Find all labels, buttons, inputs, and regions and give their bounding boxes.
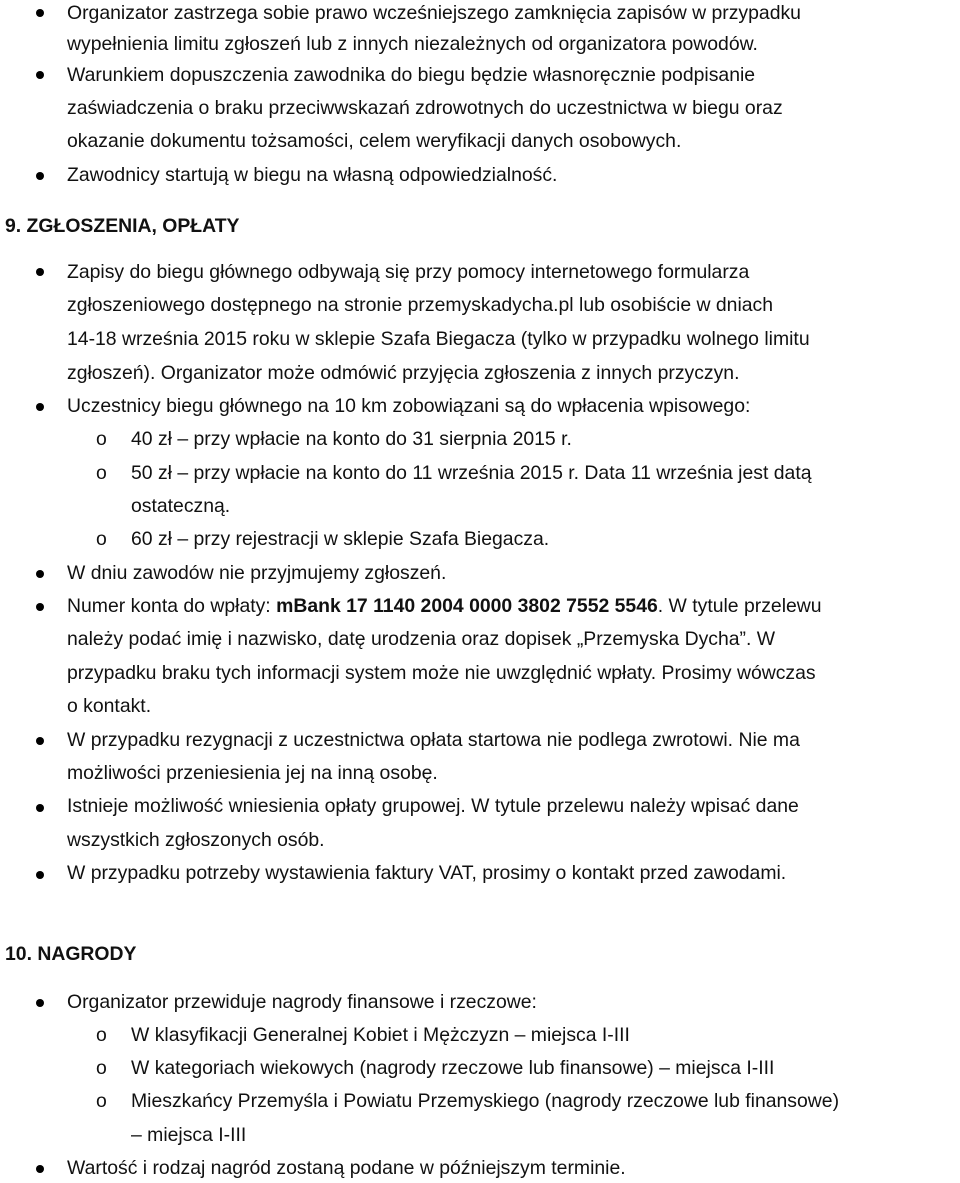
account-suffix: . W tytule przelewu (657, 595, 822, 617)
paragraph-line: Uczestnicy biegu głównego na 10 km zobowiązani są do wpłacenia wpisowego: (67, 395, 751, 417)
bullet-icon (36, 570, 44, 578)
sub-item-line: – miejsca I-III (131, 1124, 247, 1146)
paragraph-line: zgłoszeniowego dostępnego na stronie przemyskadycha.pl lub osobiście w dniach (67, 294, 774, 316)
bullet-icon (36, 268, 44, 276)
section-heading: 10. NAGRODY (5, 943, 137, 965)
paragraph-line: W przypadku rezygnacji z uczestnictwa opłata startowa nie podlega zwrotowi. Nie ma (67, 729, 800, 751)
sub-bullet-icon: o (96, 428, 107, 450)
bullet-icon (36, 999, 44, 1007)
bullet-icon (36, 71, 44, 79)
paragraph-line: wszystkich zgłoszonych osób. (67, 829, 325, 851)
bank-account-number: mBank 17 1140 2004 0000 3802 7552 5546 (276, 595, 658, 617)
paragraph-line: zaświadczenia o braku przeciwwskazań zdrowotnych do uczestnictwa w biegu oraz (67, 97, 783, 119)
paragraph-line: okazanie dokumentu tożsamości, celem weryfikacji danych osobowych. (67, 130, 682, 152)
paragraph-line: Wartość i rodzaj nagród zostaną podane w późniejszym terminie. (67, 1157, 626, 1179)
sub-item-line: Mieszkańcy Przemyśla i Powiatu Przemyskiego (nagrody rzeczowe lub finansowe) (131, 1090, 840, 1112)
bullet-icon (36, 804, 44, 812)
paragraph-line: zgłoszeń). Organizator może odmówić przyjęcia zgłoszenia z innych przyczyn. (67, 362, 740, 384)
paragraph-line: Warunkiem dopuszczenia zawodnika do biegu będzie własnoręcznie podpisanie (67, 64, 756, 86)
paragraph-line: możliwości przeniesienia jej na inną osobę. (67, 762, 438, 784)
sub-bullet-icon: o (96, 1090, 107, 1112)
account-label: Numer konta do wpłaty: (67, 595, 277, 617)
bullet-icon (36, 403, 44, 411)
paragraph-line: Zawodnicy startują w biegu na własną odpowiedzialność. (67, 164, 558, 186)
bullet-icon (36, 603, 44, 611)
sub-bullet-icon: o (96, 1024, 107, 1046)
paragraph-line: 14-18 września 2015 roku w sklepie Szafa Biegacza (tylko w przypadku wolnego limitu (67, 328, 810, 350)
bullet-icon (36, 871, 44, 879)
sub-bullet-icon: o (96, 462, 107, 484)
bullet-icon (36, 1165, 44, 1173)
sub-bullet-icon: o (96, 528, 107, 550)
sub-item-line: 40 zł – przy wpłacie na konto do 31 sierpnia 2015 r. (131, 428, 572, 450)
paragraph-line: W dniu zawodów nie przyjmujemy zgłoszeń. (67, 562, 447, 584)
paragraph-line: Organizator przewiduje nagrody finansowe i rzeczowe: (67, 991, 537, 1013)
sub-item-line: ostateczną. (131, 495, 231, 517)
paragraph-line: Zapisy do biegu głównego odbywają się przy pomocy internetowego formularza (67, 261, 750, 283)
sub-bullet-icon: o (96, 1057, 107, 1079)
sub-item-line: W klasyfikacji Generalnej Kobiet i Mężczyzn – miejsca I-III (131, 1024, 630, 1046)
paragraph-line (67, 597, 822, 616)
sub-item-line: 50 zł – przy wpłacie na konto do 11 września 2015 r. Data 11 września jest datą (131, 462, 812, 484)
bullet-icon (36, 9, 44, 17)
section-heading: 9. ZGŁOSZENIA, OPŁATY (5, 215, 240, 237)
bullet-icon (36, 737, 44, 745)
paragraph-line: Organizator zastrzega sobie prawo wcześniejszego zamknięcia zapisów w przypadku (67, 2, 801, 24)
paragraph-line: Istnieje możliwość wniesienia opłaty grupowej. W tytule przelewu należy wpisać dane (67, 795, 799, 817)
paragraph-line: o kontakt. (67, 695, 152, 717)
paragraph-line: należy podać imię i nazwisko, datę urodzenia oraz dopisek „Przemyska Dycha”. W (67, 628, 776, 650)
sub-item-line: 60 zł – przy rejestracji w sklepie Szafa Biegacza. (131, 528, 550, 550)
paragraph-line: przypadku braku tych informacji system może nie uwzględnić wpłaty. Prosimy wówczas (67, 662, 816, 684)
paragraph-line: wypełnienia limitu zgłoszeń lub z innych niezależnych od organizatora powodów. (67, 33, 758, 55)
sub-item-line: W kategoriach wiekowych (nagrody rzeczowe lub finansowe) – miejsca I-III (131, 1057, 775, 1079)
bullet-icon (36, 172, 44, 180)
paragraph-line: W przypadku potrzeby wystawienia faktury VAT, prosimy o kontakt przed zawodami. (67, 862, 787, 884)
